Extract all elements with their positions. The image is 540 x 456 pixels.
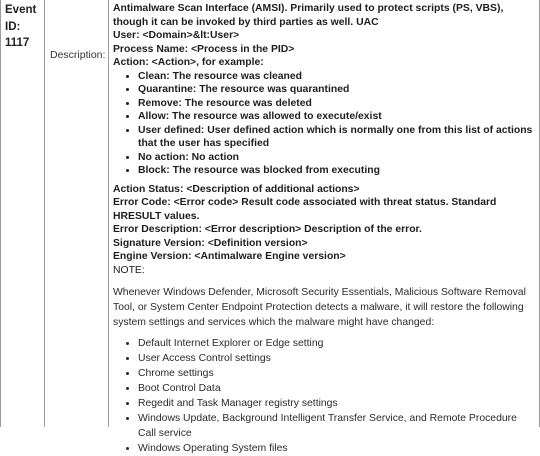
list-item: • Block: The resource was blocked from executing <box>138 164 535 178</box>
description-label: Description: <box>50 49 106 61</box>
list-item: • Clean: The resource was cleaned <box>138 70 535 84</box>
user-field: User: <Domain>&lt:User> <box>113 30 240 41</box>
list-item: • Remove: The resource was deleted <box>138 97 535 111</box>
list-item: • User defined: User defined action which is normally one from this list of actions that the user has specified <box>138 124 535 151</box>
list-item: • Allow: The resource was allowed to execute/exist <box>138 110 535 124</box>
action-status-field: Action Status: <Description of additional actions> <box>113 183 360 195</box>
error-description-field: Error Description: <Error description> Description of the error. <box>113 224 422 235</box>
list-item: • Quarantine: The resource was quarantined <box>138 83 535 97</box>
action-field: Action: <Action>, for example: <box>113 57 264 68</box>
process-field: Process Name: <Process in the PID> <box>113 43 295 55</box>
error-code-field: Error Code: <Error code> Result code associated with threat status. Standard HRESULT values. <box>113 197 497 222</box>
action-list <box>113 70 535 178</box>
table-border-left <box>0 0 1 427</box>
list-item: • No action: No action <box>138 151 535 165</box>
description-cell <box>113 2 535 456</box>
engine-version-field: Engine Version: <Antimalware Engine version> <box>113 251 346 262</box>
table-border-col2 <box>108 0 109 427</box>
list-item: • Windows Update, Background Intelligent Transfer Service, and Remote Procedure Call service <box>138 411 535 441</box>
list-item: • Regedit and Task Manager registry settings <box>138 396 535 411</box>
note-text: Whenever Windows Defender, Microsoft Security Essentials, Malicious Software Removal Tool, or System Center Endpoint Protection detects a malware, it will restore the following system settings and services which the malware might have changed: <box>113 287 526 328</box>
event-id-cell: Event ID: 1117 <box>5 4 37 49</box>
list-item: • Chrome settings <box>138 366 535 381</box>
intro-text: Antimalware Scan Interface (AMSI). Primarily used to protect scripts (PS, VBS), though it can be invoked by third parties as well. UAC <box>113 3 504 28</box>
restored-settings-list <box>113 336 535 456</box>
table-border-col1 <box>44 0 45 427</box>
list-item: • Boot Control Data <box>138 381 535 396</box>
list-item: • Windows Operating System files <box>138 441 535 456</box>
list-item: • User Access Control settings <box>138 351 535 366</box>
signature-version-field: Signature Version: <Definition version> <box>113 237 308 249</box>
note-label: NOTE: <box>113 264 145 276</box>
list-item: • Default Internet Explorer or Edge setting <box>138 336 535 351</box>
